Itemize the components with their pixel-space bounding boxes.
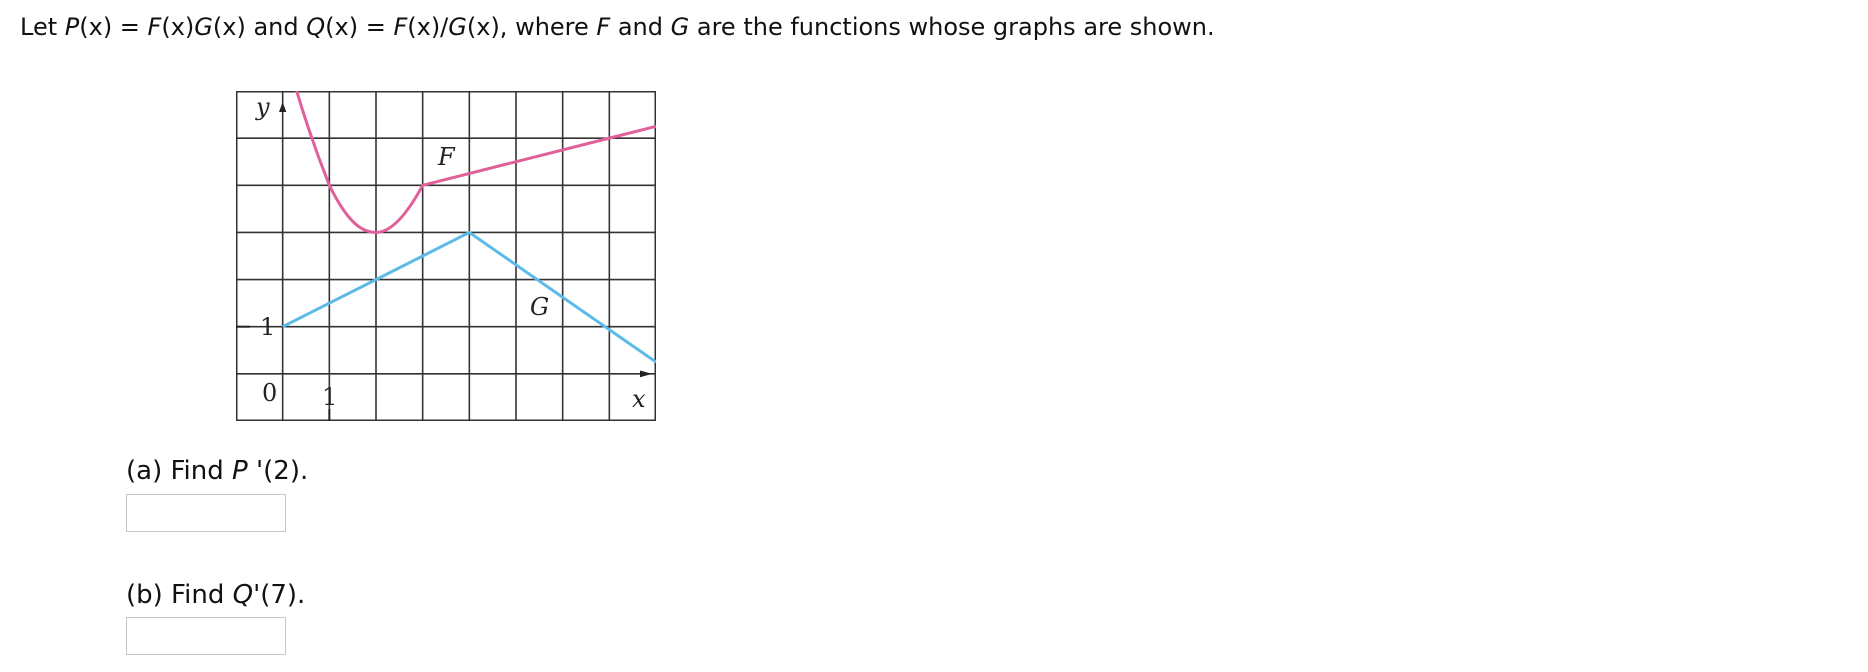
- question-a-text: (a) Find: [126, 456, 233, 486]
- curve-f-label: F: [438, 143, 455, 171]
- y-tick-label: 1: [260, 313, 276, 341]
- math-var: F: [393, 13, 408, 41]
- problem-statement: [20, 10, 1215, 44]
- math-var: G: [194, 13, 213, 41]
- answer-b-input[interactable]: [126, 617, 286, 655]
- problem-text: Let: [20, 13, 65, 41]
- problem-text: are the functions whose graphs are shown.: [689, 13, 1215, 41]
- math-var: G: [448, 13, 467, 41]
- function-graph: [236, 91, 656, 421]
- math-var: G: [670, 13, 690, 41]
- question-a: [126, 454, 308, 488]
- math-var: P: [232, 456, 248, 486]
- graph-svg: [236, 91, 656, 421]
- x-axis-label: x: [632, 385, 646, 413]
- y-axis-label: y: [256, 93, 270, 121]
- math-var: Q: [306, 13, 326, 41]
- curve-g-label: G: [530, 293, 550, 321]
- origin-label: 0: [262, 379, 278, 407]
- question-b-text: '(7).: [253, 580, 306, 610]
- problem-text: and: [610, 13, 671, 41]
- question-b-text: (b) Find: [126, 580, 233, 610]
- problem-text: (x) =: [79, 13, 148, 41]
- problem-text: (x)/: [407, 13, 449, 41]
- problem-text: (x), where: [466, 13, 597, 41]
- problem-text: (x) =: [325, 13, 394, 41]
- answer-a-input[interactable]: [126, 494, 286, 532]
- x-tick-label: 1: [322, 383, 338, 411]
- graph-background: [236, 91, 656, 421]
- question-b: [126, 578, 305, 612]
- math-var: F: [147, 13, 162, 41]
- problem-text: (x) and: [212, 13, 307, 41]
- math-var: P: [64, 13, 80, 41]
- problem-text: (x): [161, 13, 195, 41]
- math-var: Q: [232, 580, 254, 610]
- math-var: F: [596, 13, 611, 41]
- question-a-text: '(2).: [247, 456, 309, 486]
